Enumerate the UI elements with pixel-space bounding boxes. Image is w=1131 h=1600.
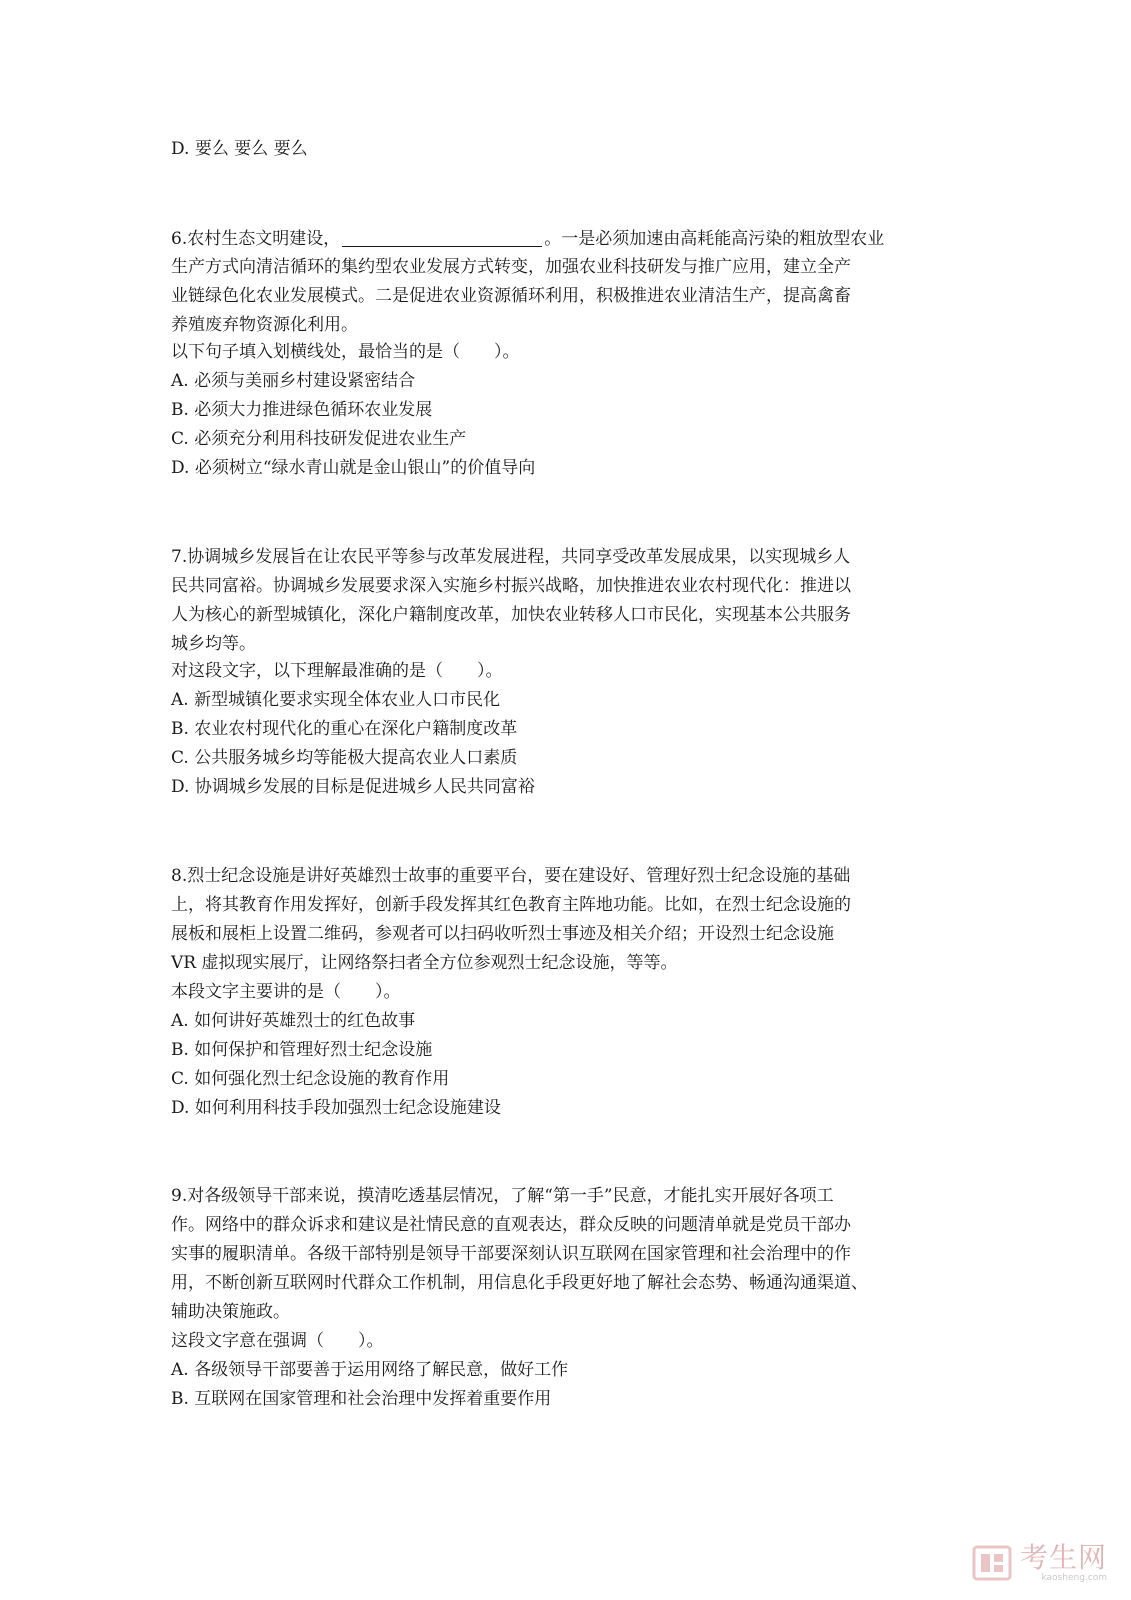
q8-stem-line-3: 展板和展柜上设置二维码，参观者可以扫码收听烈士事迹及相关介绍；开设烈士纪念设施 — [171, 924, 834, 944]
q9-stem-line-2: 作。网络中的群众诉求和建议是社情民意的直观表达，群众反映的问题清单就是党员干部办 — [171, 1215, 851, 1235]
q6-stem-part2: 。一是必须加速由高耗能高污染的粗放型农业 — [544, 229, 885, 249]
watermark-domain: kaosheng.com — [1041, 1573, 1107, 1583]
q7-stem-line-1: 7.协调城乡发展旨在让农民平等参与改革发展进程，共同享受改革发展成果，以实现城乡人 — [171, 547, 851, 567]
q8-option-d: D. 如何利用科技手段加强烈士纪念设施建设 — [171, 1098, 501, 1118]
q9-stem-line-1: 9.对各级领导干部来说，摸清吃透基层情况，了解“第一手”民意，才能扎实开展好各项工 — [171, 1186, 834, 1206]
q8-prompt: 本段文字主要讲的是（ ）。 — [171, 982, 401, 1002]
q6-option-a: A. 必须与美丽乡村建设紧密结合 — [171, 371, 416, 391]
q7-option-c: C. 公共服务城乡均等能极大提高农业人口素质 — [171, 748, 518, 768]
q8-option-b: B. 如何保护和管理好烈士纪念设施 — [171, 1040, 433, 1060]
q6-option-b: B. 必须大力推进绿色循环农业发展 — [171, 400, 433, 420]
q7-option-a: A. 新型城镇化要求实现全体农业人口市民化 — [171, 690, 501, 710]
q9-option-a: A. 各级领导干部要善于运用网络了解民意，做好工作 — [171, 1360, 569, 1380]
q6-stem-line-3: 业链绿色化农业发展模式。二是促进农业资源循环利用，积极推进农业清洁生产，提高禽畜 — [171, 286, 851, 306]
q8-option-c: C. 如何强化烈士纪念设施的教育作用 — [171, 1069, 450, 1089]
q9-prompt: 这段文字意在强调（ ）。 — [171, 1331, 384, 1351]
watermark-brand: 考生网 — [1019, 1541, 1107, 1574]
q6-stem-part1: 6.农村生态文明建设， — [171, 229, 341, 249]
q9-stem-line-4: 用，不断创新互联网时代群众工作机制，用信息化手段更好地了解社会态势、畅通沟通渠道、 — [171, 1273, 868, 1293]
q6-prompt: 以下句子填入划横线处，最恰当的是（ ）。 — [171, 342, 520, 362]
q5-option-d: D. 要么 要么 要么 — [171, 139, 308, 159]
q8-stem-line-2: 上，将其教育作用发挥好，创新手段发挥其红色教育主阵地功能。比如，在烈士纪念设施的 — [171, 895, 851, 915]
brand-logo-icon — [972, 1543, 1012, 1583]
q7-stem-line-4: 城乡均等。 — [171, 634, 256, 654]
q9-option-b: B. 互联网在国家管理和社会治理中发挥着重要作用 — [171, 1389, 552, 1409]
q7-stem-line-3: 人为核心的新型城镇化，深化户籍制度改革，加快农业转移人口市民化，实现基本公共服务 — [171, 605, 851, 625]
watermark — [972, 1540, 1107, 1586]
q9-stem-line-3: 实事的履职清单。各级干部特别是领导干部要深刻认识互联网在国家管理和社会治理中的作 — [171, 1244, 851, 1264]
q8-option-a: A. 如何讲好英雄烈士的红色故事 — [171, 1011, 416, 1031]
q7-prompt: 对这段文字，以下理解最准确的是（ ）。 — [171, 661, 503, 681]
q8-stem-line-4: VR 虚拟现实展厅，让网络祭扫者全方位参观烈士纪念设施，等等。 — [171, 953, 678, 973]
q7-stem-line-2: 民共同富裕。协调城乡发展要求深入实施乡村振兴战略，加快推进农业农村现代化：推进以 — [171, 576, 851, 596]
q7-option-b: B. 农业农村现代化的重心在深化户籍制度改革 — [171, 719, 518, 739]
q7-option-d: D. 协调城乡发展的目标是促进城乡人民共同富裕 — [171, 777, 535, 797]
q6-option-c: C. 必须充分利用科技研发促进农业生产 — [171, 429, 467, 449]
q8-stem-line-1: 8.烈士纪念设施是讲好英雄烈士故事的重要平台，要在建设好、管理好烈士纪念设施的基础 — [171, 866, 851, 886]
q9-stem-line-5: 辅助决策施政。 — [171, 1302, 290, 1322]
q6-option-d: D. 必须树立“绿水青山就是金山银山”的价值导向 — [171, 458, 536, 478]
q6-stem-line-4: 养殖废弃物资源化利用。 — [171, 315, 358, 335]
q6-stem-line-2: 生产方式向清洁循环的集约型农业发展方式转变，加强农业科技研发与推广应用，建立全产 — [171, 257, 851, 277]
fill-in-blank — [342, 228, 542, 247]
q6-stem-line-1 — [171, 228, 971, 249]
